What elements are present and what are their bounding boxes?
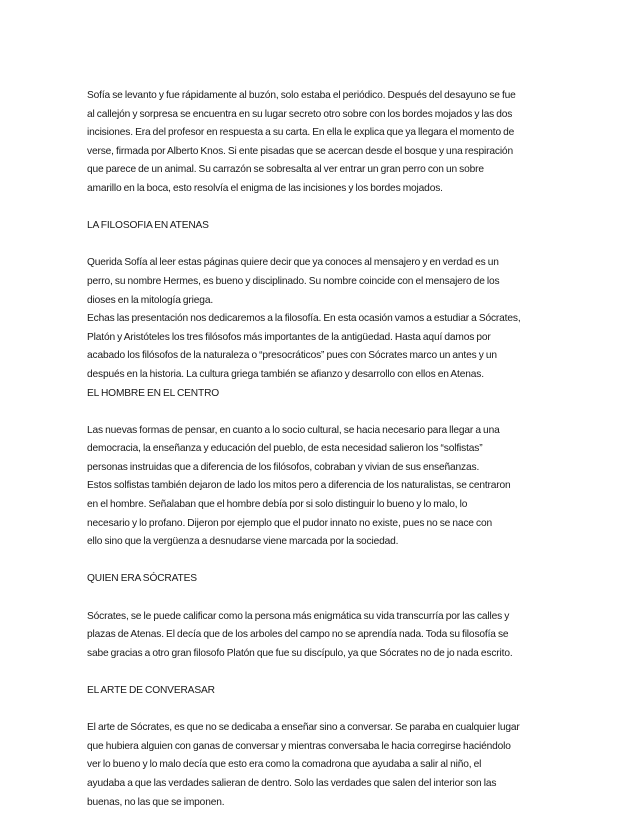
paragraph-gap	[87, 663, 555, 682]
text-line: que parece de un animal. Su carrazón se sobresalta al ver entrar un gran perro con un sobre	[87, 164, 484, 176]
text-line: democracia, la enseñanza y educación del pueblo, de esta necesidad salieron los “solfistas”	[87, 443, 483, 455]
paragraph-arte-socrates	[87, 719, 555, 812]
document-body	[87, 87, 555, 812]
paragraph-gap	[87, 552, 555, 571]
paragraph-gap	[87, 403, 555, 422]
heading-filosofia-atenas	[87, 217, 555, 236]
text-line: acabado los filósofos de la naturaleza o “presocráticos” pues con Sócrates marco un antes y un	[87, 350, 497, 362]
text-line: Sofía se levanto y fue rápidamente al buzón, solo estaba el periódico. Después del desayuno se fue	[87, 90, 516, 101]
text-line: sabe gracias a otro gran filosofo Platón que fue su discípulo, ya que Sócrates no de jo nada escrito.	[87, 647, 513, 659]
text-line: al callejón y sorpresa se encuentra en su lugar secreto otro sobre con los bordes mojados y las dos	[87, 108, 513, 120]
text-line: Echas las presentación nos dedicaremos a la filosofía. En esta ocasión vamos a estudiar a Sócrates,	[87, 313, 521, 325]
text-line: Platón y Aristóteles los tres filósofos más importantes de la antigüedad. Hasta aquí damos por	[87, 331, 491, 343]
paragraph-querida-sofia	[87, 254, 555, 403]
text-line: ver lo bueno y lo malo decía que esto era como la comadrona que ayudaba a salir al niño, el	[87, 759, 482, 771]
text-line: Estos solfistas también dejaron de lado los mitos pero a diferencia de los naturalistas, se centraron	[87, 480, 511, 492]
paragraph-gap	[87, 236, 555, 255]
paragraph-sofia-buzon	[87, 87, 555, 199]
text-line: perro, su nombre Hermes, es bueno y disciplinado. Su nombre coincide con el mensajero de los	[87, 275, 500, 287]
text-line: El arte de Sócrates, es que no se dedicaba a enseñar sino a conversar. Se paraba en cualquier lugar	[87, 722, 520, 734]
text-line: Querida Sofía al leer estas páginas quiere decir que ya conoces al mensajero y en verdad es un	[87, 257, 499, 269]
text-line: amarillo en la boca, esto resolvía el enigma de las incisiones y los bordes mojados.	[87, 182, 443, 194]
paragraph-nuevas-formas	[87, 422, 555, 552]
text-line: ayudaba a que las verdades salieran de dentro. Solo las verdades que salen del interior son las	[87, 777, 497, 789]
text-line: Las nuevas formas de pensar, en cuanto a lo socio cultural, se hacia necesario para llegar a una	[87, 424, 500, 436]
text-line: Sócrates, se le puede calificar como la persona más enigmática su vida transcurría por las calles y	[87, 610, 510, 622]
text-line: buenas, no las que se imponen.	[87, 796, 225, 808]
text-line: después en la historia. La cultura griega también se afianzo y desarrollo con ellos en Atenas.	[87, 368, 484, 380]
text-line: personas instruidas que a diferencia de los filósofos, cobraban y vivian de sus enseñanzas.	[87, 461, 480, 473]
section-heading: EL ARTE DE CONVERASAR	[87, 685, 215, 696]
text-line: que hubiera alguien con ganas de conversar y mientras conversaba le hacia corregirse haciéndolo	[87, 740, 511, 752]
paragraph-gap	[87, 199, 555, 218]
text-line: ello sino que la vergüenza a desnudarse viene marcada por la sociedad.	[87, 536, 399, 548]
text-line: necesario y lo profano. Dijeron por ejemplo que el pudor innato no existe, pues no se nace con	[87, 517, 492, 529]
paragraph-gap	[87, 701, 555, 720]
paragraph-gap	[87, 589, 555, 608]
heading-quien-era-socrates	[87, 570, 555, 589]
paragraph-socrates	[87, 608, 555, 664]
section-heading: QUIEN ERA SÓCRATES	[87, 573, 197, 585]
text-line: plazas de Atenas. El decía que de los arboles del campo no se aprendía nada. Toda su filosofía se	[87, 629, 509, 641]
section-heading: LA FILOSOFIA EN ATENAS	[87, 220, 209, 232]
section-heading: EL HOMBRE EN EL CENTRO	[87, 387, 220, 399]
heading-arte-conversar	[87, 682, 555, 701]
text-line: incisiones. Era del profesor en respuesta a su carta. En ella le explica que ya llegara el momento de	[87, 127, 515, 139]
text-line: en el hombre. Señalaban que el hombre debía por si solo distinguir lo bueno y lo malo, lo	[87, 499, 468, 511]
text-line: verse, firmada por Alberto Knos. Si ente pisadas que se acercan desde el bosque y una respiración	[87, 145, 513, 157]
text-line: dioses en la mitología griega.	[87, 294, 214, 306]
